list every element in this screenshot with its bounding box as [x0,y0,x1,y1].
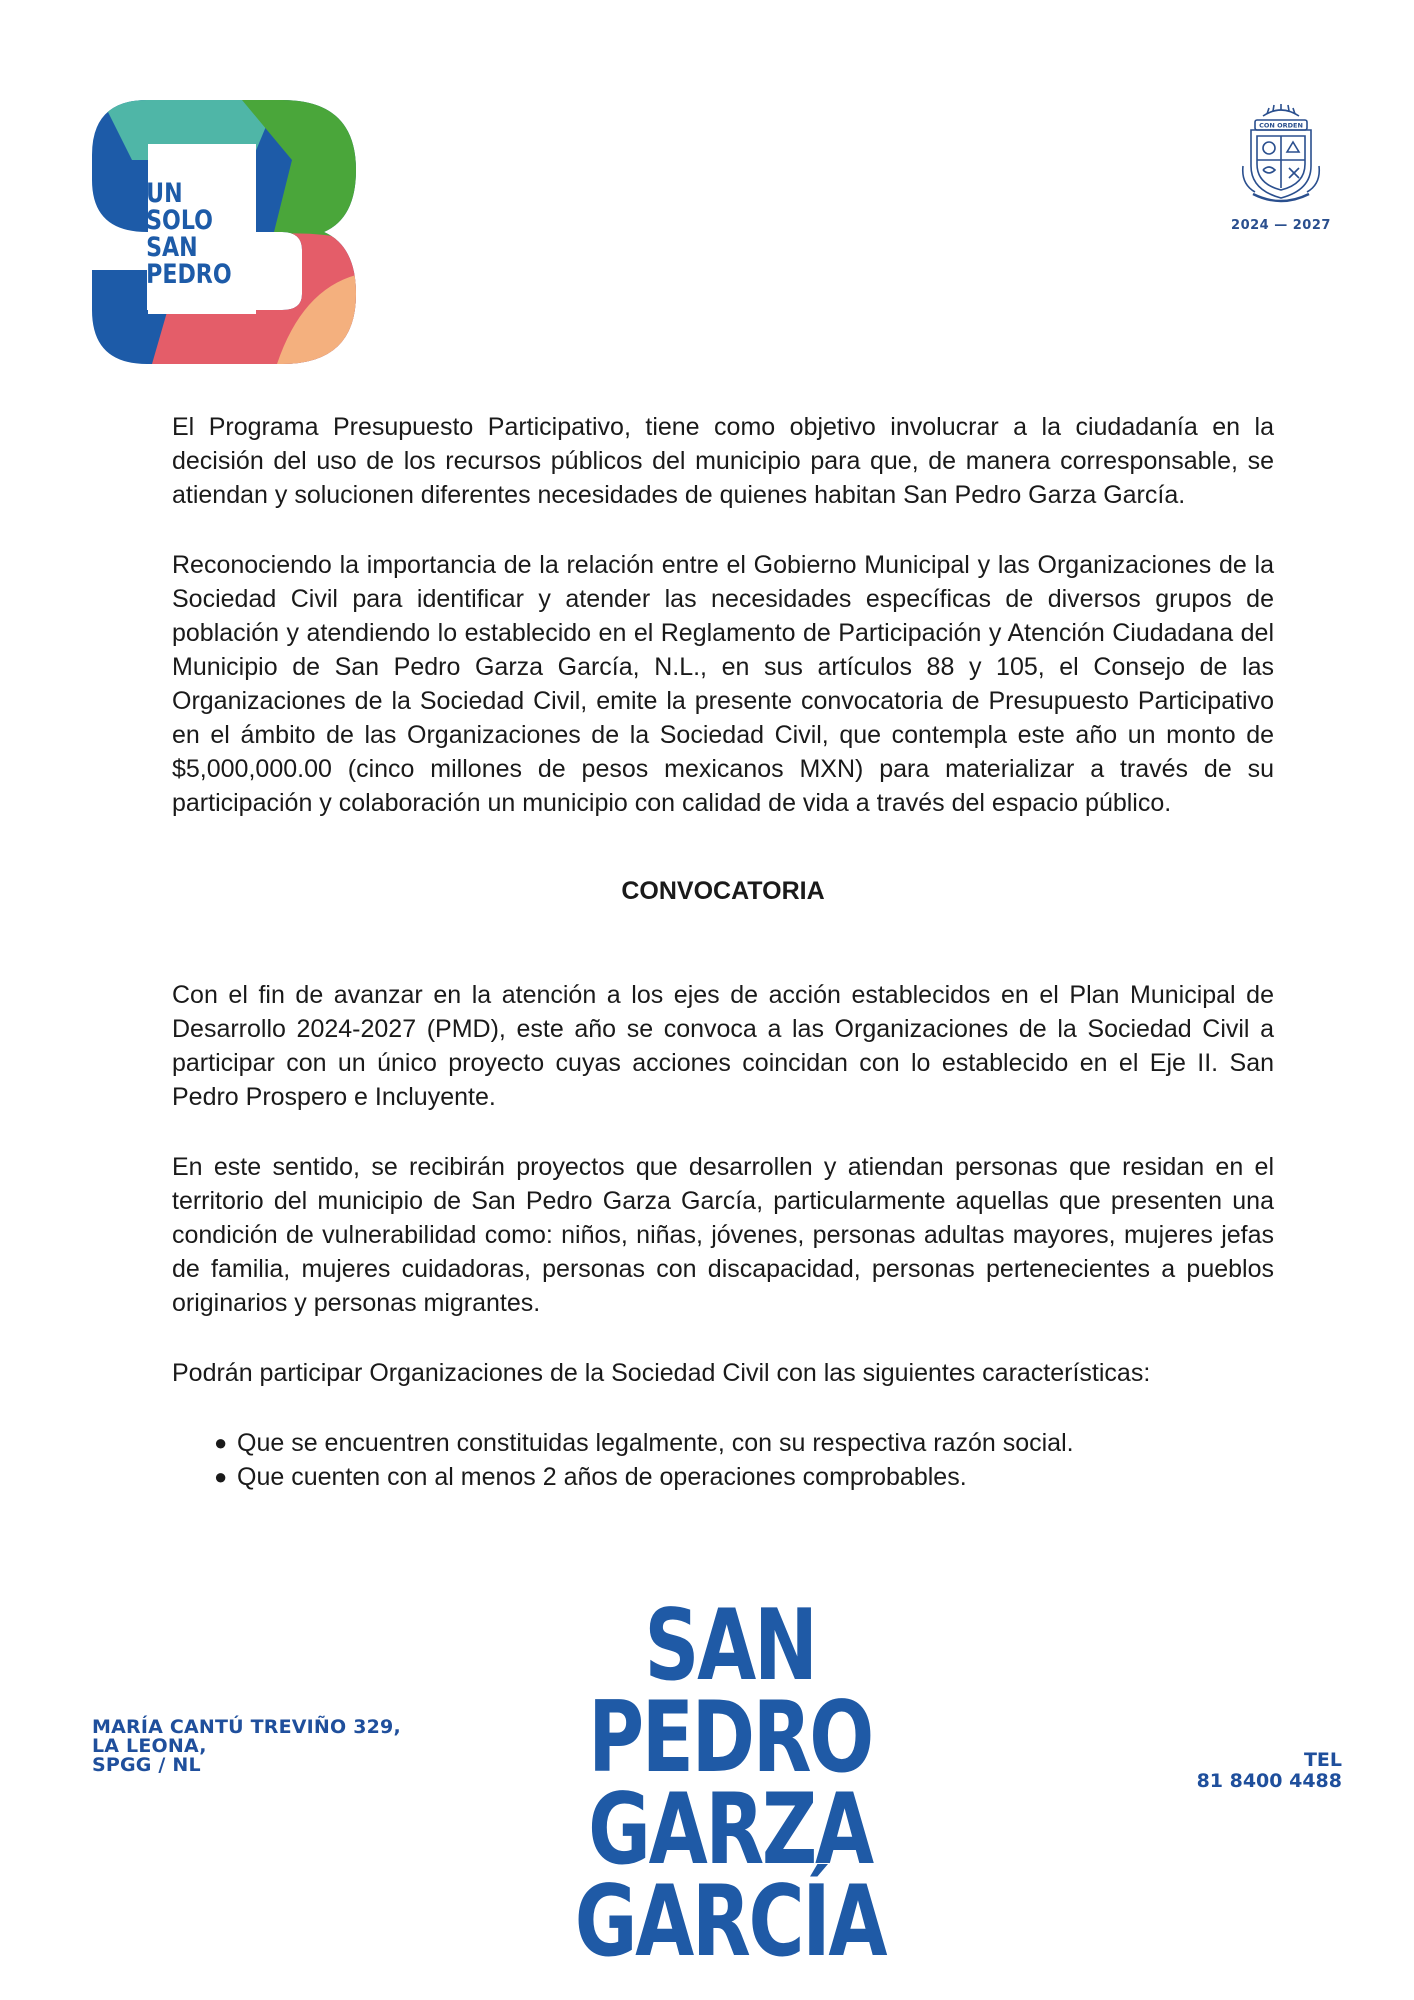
list-item [214,1460,1274,1494]
tel-number: 81 8400 4488 [1196,1770,1342,1792]
logo-line-1: UN [146,176,183,209]
list-item-text: Que se encuentren constituidas legalmente, con su respectiva razón social. [237,1429,1074,1457]
administration-years: 2024 — 2027 [1231,218,1331,233]
brand-line-1: SAN PEDRO [588,1589,872,1795]
logo-line-3: SAN [146,230,198,263]
brand-line-2: GARZA GARCÍA [574,1773,886,1979]
bullet-icon: ● [214,1430,228,1455]
tel-label: TEL [1303,1749,1342,1771]
address-line-2: LA LEONA, [92,1735,207,1757]
eligibility-list [172,1426,1274,1494]
list-item-text: Que cuenten con al menos 2 años de operaciones comprobables. [237,1463,967,1491]
convocatoria-heading: CONVOCATORIA [621,877,825,905]
coat-of-arms-icon [1233,104,1329,208]
intro-paragraph: El Programa Presupuesto Participativo, tiene como objetivo involucrar a la ciudadanía en la decisión del uso de los recursos públicos del municipio para que, de manera corresponsable, se atiendan y solucionen diferentes necesidades de quienes habitan San Pedro Garza García. [172,413,1274,509]
crest-motto: CON ORDEN [1259,121,1303,130]
logo-graphic [92,100,356,364]
bullet-icon: ● [214,1464,228,1489]
eligibility-intro: Podrán participar Organizaciones de la Sociedad Civil con las siguientes características: [172,1359,1151,1387]
un-solo-san-pedro-logo [92,100,356,364]
logo-line-2: SOLO [146,203,213,236]
document-body [172,410,1274,1494]
footer-telephone [1197,1750,1342,1792]
municipal-crest [1226,104,1336,233]
logo-line-4: PEDRO [146,257,232,290]
address-line-1: MARÍA CANTÚ TREVIÑO 329, [92,1716,401,1738]
footer-brand-wordmark [480,1589,980,1979]
footer-address [92,1718,401,1775]
address-line-3: SPGG / NL [92,1754,201,1776]
recognition-paragraph: Reconociendo la importancia de la relación entre el Gobierno Municipal y las Organizaciones de la Sociedad Civil para identificar y atender las necesidades específicas de diversos grupos de población y atendiendo lo establecido en el Reglamento de Participación y Atención Ciudadana del Municipio de San Pedro Garza García, N.L., en sus artículos 88 y 105, el Consejo de las Organizaciones de la Sociedad Civil, emite la presente convocatoria de Presupuesto Participativo en el ámbito de las Organizaciones de la Sociedad Civil, que contempla este año un monto de $5,000,000.00 (cinco millones de pesos mexicanos MXN) para materializar a través de su participación y colaboración un municipio con calidad de vida a través del espacio público. [172,551,1274,817]
beneficiaries-paragraph: En este sentido, se recibirán proyectos que desarrollen y atiendan personas que residan en el territorio del municipio de San Pedro Garza García, particularmente aquellas que presenten una condición de vulnerabilidad como: niños, niñas, jóvenes, personas adultas mayores, mujeres jefas de familia, mujeres cuidadoras, personas con discapacidad, personas pertenecientes a pueblos originarios y personas migrantes. [172,1153,1274,1317]
pmd-paragraph: Con el fin de avanzar en la atención a los ejes de acción establecidos en el Plan Municipal de Desarrollo 2024-2027 (PMD), este año se convoca a las Organizaciones de la Sociedad Civil a participar con un único proyecto cuyas acciones coincidan con lo establecido en el Eje II. San Pedro Prospero e Incluyente. [172,981,1274,1111]
list-item [214,1426,1274,1460]
